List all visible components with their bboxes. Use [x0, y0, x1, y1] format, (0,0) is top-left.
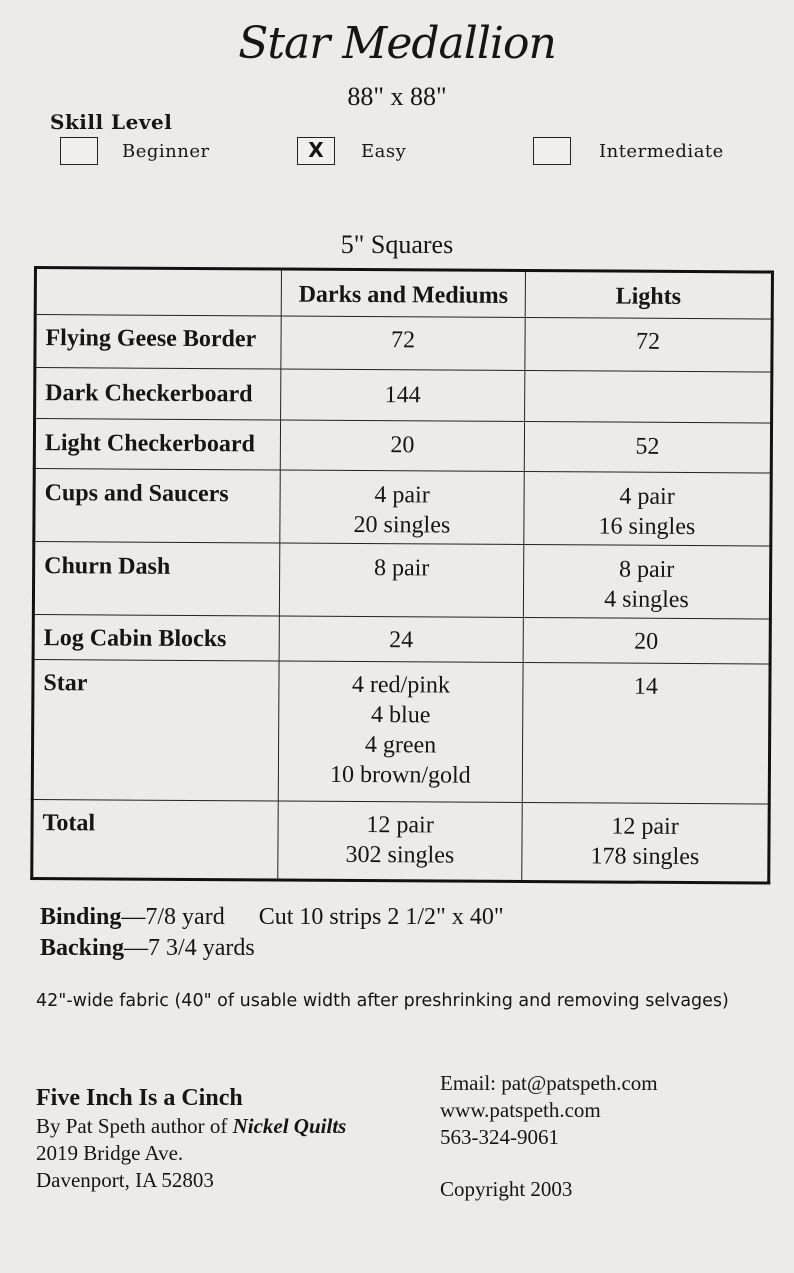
cell-value: 4 green	[364, 732, 437, 759]
beginner-label: Beginner	[122, 141, 210, 162]
cell-value: 20 singles	[353, 511, 451, 539]
lights-cell	[522, 802, 769, 883]
cell-value: 302 singles	[345, 841, 455, 869]
phone: 563-324-9061	[440, 1125, 559, 1149]
cell-value: 144	[384, 382, 421, 409]
binding-label: Binding	[40, 904, 122, 930]
lights-cell	[522, 662, 770, 804]
header-blank	[35, 268, 281, 317]
skill-level-heading: Skill Level	[50, 110, 173, 134]
cell-value: 8 pair	[373, 555, 430, 582]
lights-cell	[524, 421, 771, 473]
table-row-total	[32, 799, 769, 883]
cell-value: 12 pair	[366, 812, 434, 839]
table-caption: 5" Squares	[340, 230, 454, 259]
table-header-row	[35, 268, 772, 320]
cell-value: 16 singles	[598, 513, 696, 541]
cell-value: 14	[633, 673, 659, 700]
fabric-width-note: 42"-wide fabric (40" of usable width after preshrinking and removing selvages)	[36, 991, 729, 1011]
email: Email: pat@patspeth.com	[440, 1071, 658, 1095]
intermediate-label: Intermediate	[599, 141, 724, 162]
cell-value: 20	[634, 628, 659, 655]
cell-value: 178 singles	[590, 843, 700, 871]
cell-value: 20	[390, 432, 415, 459]
cell-value: 72	[635, 328, 661, 355]
darks-cell	[278, 661, 523, 802]
darks-cell	[279, 543, 523, 617]
cell-value: 4 pair	[619, 483, 675, 510]
row-label: Log Cabin Blocks	[33, 615, 279, 662]
lights-cell	[525, 318, 772, 373]
darks-cell	[281, 369, 525, 421]
row-label: Flying Geese Border	[35, 315, 281, 370]
backing-amount: —7 3/4 yards	[124, 935, 255, 961]
darks-cell	[280, 420, 524, 471]
darks-cell	[280, 470, 524, 544]
quilt-dimensions: 88" x 88"	[347, 82, 447, 111]
city-state-zip: Davenport, IA 52803	[36, 1168, 214, 1192]
table-row	[33, 615, 770, 665]
contact-info	[440, 1070, 658, 1151]
darks-cell	[281, 316, 525, 370]
table-row	[32, 660, 770, 804]
darks-cell	[278, 801, 522, 881]
binding-amount: —7/8 yard	[121, 904, 225, 930]
copyright: Copyright 2003	[440, 1177, 573, 1201]
cell-value: 52	[635, 433, 660, 460]
row-label: Light Checkerboard	[34, 419, 280, 471]
cell-value: 10 brown/gold	[329, 761, 471, 789]
lights-cell	[523, 544, 770, 619]
street-address: 2019 Bridge Ave.	[36, 1141, 184, 1165]
book-title: Five Inch Is a Cinch	[36, 1085, 243, 1111]
backing-line	[40, 933, 255, 963]
table-row	[33, 542, 770, 620]
fabric-requirements-table	[30, 266, 774, 885]
beginner-checkbox	[60, 137, 98, 165]
byline	[36, 1113, 346, 1140]
header-darks: Darks and Mediums	[281, 269, 525, 317]
row-label: Dark Checkerboard	[35, 368, 281, 421]
table-row	[34, 469, 771, 547]
easy-checkbox: X	[297, 137, 335, 165]
cell-value: 12 pair	[611, 813, 679, 840]
pattern-title: Star Medallion	[238, 18, 556, 69]
lights-cell	[525, 371, 772, 424]
intermediate-checkbox	[533, 137, 571, 165]
byline-book-title: Nickel Quilts	[232, 1114, 347, 1138]
backing-label: Backing	[40, 935, 125, 961]
lights-cell	[523, 617, 770, 664]
cell-value: 24	[389, 627, 414, 654]
header-lights: Lights	[525, 271, 772, 320]
lights-cell	[524, 471, 771, 546]
website: www.patspeth.com	[440, 1098, 601, 1122]
cell-value: 4 singles	[604, 586, 689, 614]
binding-line	[40, 902, 504, 932]
table-row	[35, 315, 772, 373]
row-label: Total	[32, 799, 278, 880]
cell-value: 4 red/pink	[351, 671, 451, 699]
binding-cut-instructions: Cut 10 strips 2 1/2" x 40"	[258, 904, 504, 930]
publisher-info	[36, 1083, 346, 1194]
row-label: Cups and Saucers	[34, 469, 280, 544]
table-row	[34, 419, 771, 474]
cell-value: 4 blue	[371, 702, 431, 729]
row-label: Star	[32, 660, 279, 802]
darks-cell	[279, 616, 523, 662]
cell-value: 8 pair	[618, 556, 675, 583]
easy-label: Easy	[361, 141, 407, 162]
byline-text: By Pat Speth author of	[36, 1114, 233, 1138]
cell-value: 4 pair	[374, 482, 430, 509]
cell-value: 72	[390, 327, 416, 354]
row-label: Churn Dash	[33, 542, 279, 617]
table-row	[35, 368, 772, 424]
